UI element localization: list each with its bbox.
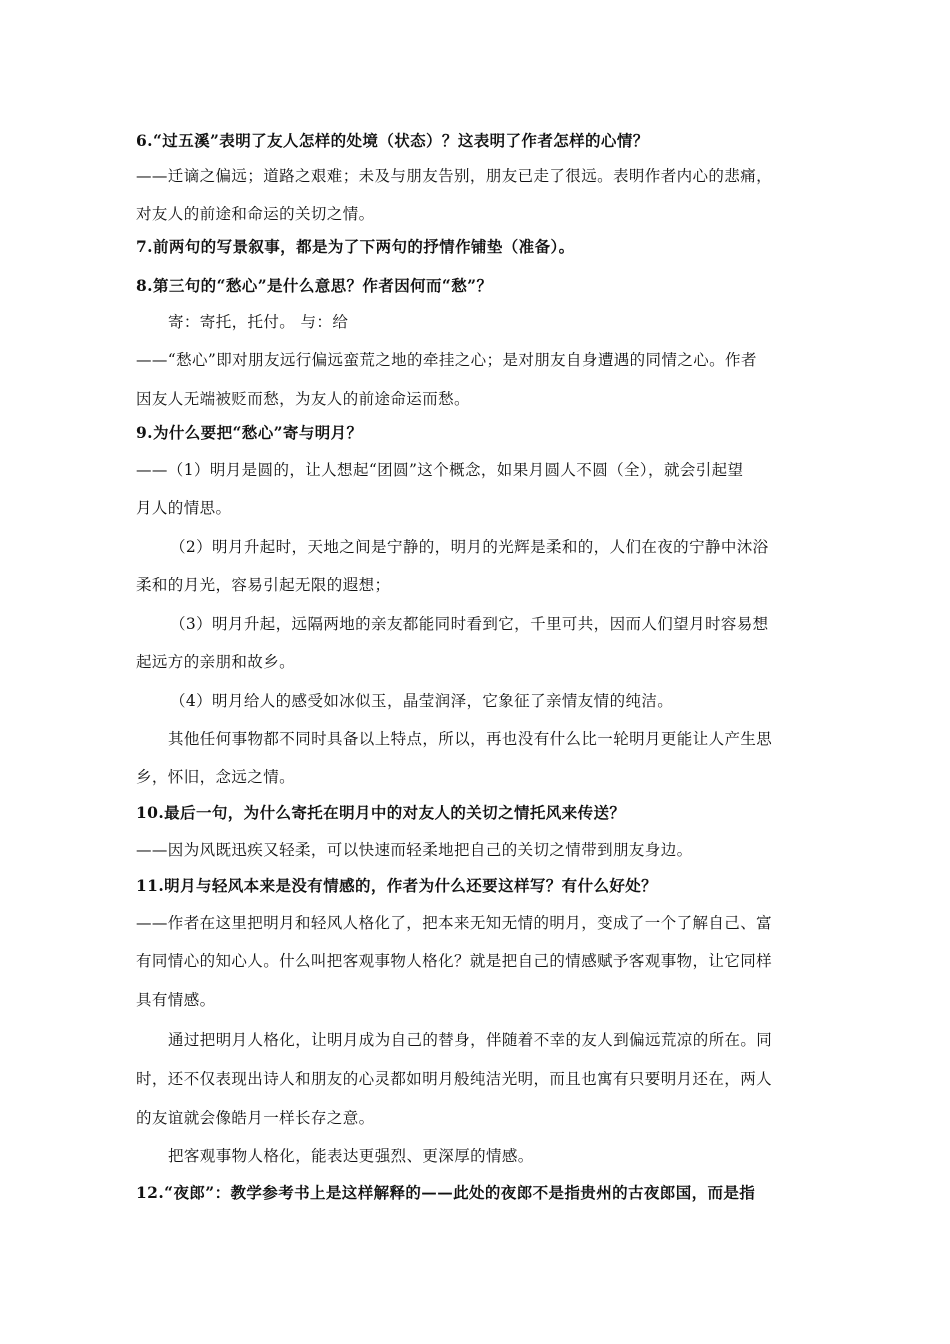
answer-11-line-3: 具有情感。 [136, 991, 216, 1009]
answer-9-point-4: （4）明月给人的感受如冰似玉，晶莹润泽，它象征了亲情友情的纯洁。 [170, 692, 674, 710]
question-7: 7.前两句的写景叙事，都是为了下两句的抒情作铺垫（准备）。 [136, 237, 575, 256]
question-6: 6.“过五溪”表明了友人怎样的处境（状态）？这表明了作者怎样的心情？ [136, 131, 649, 150]
question-8: 8.第三句的“愁心”是什么意思？作者因何而“愁”？ [136, 276, 493, 295]
answer-8-line-2: 因友人无端被贬而愁，为友人的前途命运而愁。 [136, 390, 470, 408]
answer-8-gloss: 寄：寄托，托付。 与：给 [168, 313, 349, 331]
answer-9-summary-line-2: 乡，怀旧，念远之情。 [136, 768, 296, 786]
answer-9-point-2-line-2: 柔和的月光，容易引起无限的遐想； [136, 576, 391, 594]
answer-11-para-2-line-3: 的友谊就会像皓月一样长存之意。 [136, 1109, 375, 1127]
answer-8-line-1: ——“愁心”即对朋友远行偏远蛮荒之地的牵挂之心；是对朋友自身遭遇的同情之心。作者 [136, 351, 757, 369]
question-11: 11.明月与轻风本来是没有情感的，作者为什么还要这样写？有什么好处？ [136, 876, 658, 895]
answer-11-line-1: ——作者在这里把明月和轻风人格化了，把本来无知无情的明月，变成了一个了解自己、富 [136, 914, 773, 932]
answer-9-point-2-line-1: （2）明月升起时，天地之间是宁静的，明月的光辉是柔和的，人们在夜的宁静中沐浴 [170, 538, 769, 556]
answer-9-point-1-line-1: ——（1）明月是圆的，让人想起“团圆”这个概念，如果月圆人不圆（全），就会引起望 [136, 461, 744, 479]
question-12: 12.“夜郎”：教学参考书上是这样解释的——此处的夜郎不是指贵州的古夜郎国，而是指 [136, 1183, 756, 1202]
question-9: 9.为什么要把“愁心”寄与明月？ [136, 423, 363, 442]
answer-9-point-1-line-2: 月人的情思。 [136, 499, 232, 517]
question-10: 10.最后一句，为什么寄托在明月中的对友人的关切之情托风来传送？ [136, 803, 626, 822]
answer-9-point-3-line-1: （3）明月升起，远隔两地的亲友都能同时看到它，千里可共，因而人们望月时容易想 [170, 615, 769, 633]
answer-10: ——因为风既迅疾又轻柔，可以快速而轻柔地把自己的关切之情带到朋友身边。 [136, 841, 693, 859]
answer-9-point-3-line-2: 起远方的亲朋和故乡。 [136, 653, 296, 671]
answer-11-para-2-line-2: 时，还不仅表现出诗人和朋友的心灵都如明月般纯洁光明，而且也寓有只要明月还在，两人 [136, 1070, 773, 1088]
answer-6-line-1: ——迁谪之偏远；道路之艰难；未及与朋友告别，朋友已走了很远。表明作者内心的悲痛， [136, 167, 773, 185]
answer-11-conclusion: 把客观事物人格化，能表达更强烈、更深厚的情感。 [168, 1147, 534, 1165]
answer-11-line-2: 有同情心的知心人。什么叫把客观事物人格化？就是把自己的情感赋予客观事物，让它同样 [136, 952, 773, 970]
answer-6-line-2: 对友人的前途和命运的关切之情。 [136, 205, 375, 223]
answer-9-summary-line-1: 其他任何事物都不同时具备以上特点，所以，再也没有什么比一轮明月更能让人产生思 [168, 730, 773, 748]
answer-11-para-2-line-1: 通过把明月人格化，让明月成为自己的替身，伴随着不幸的友人到偏远荒凉的所在。同 [168, 1031, 773, 1049]
